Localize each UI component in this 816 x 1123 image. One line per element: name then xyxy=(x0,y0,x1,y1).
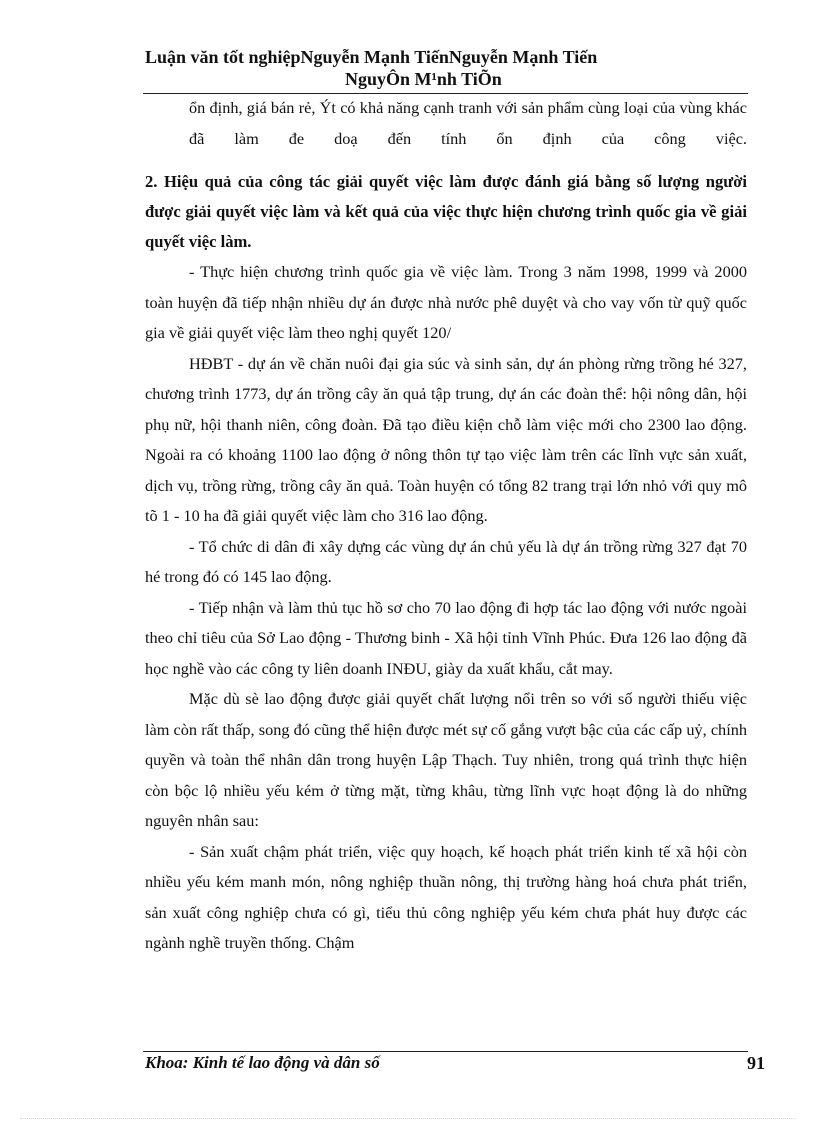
page-bottom-border xyxy=(20,1118,796,1119)
paragraph-program: - Thực hiện chương trình quốc gia về việc làm. Trong 3 năm 1998, 1999 và 2000 toàn huyện đã tiếp nhận nhiều dự án được nhà nước phê duyệt và cho vay vốn từ quỹ quốc gia về giải quyết việc làm theo nghị quyết 120/ xyxy=(145,262,747,342)
header-title-line1: Luận văn tốt nghiệpNguyễn Mạnh TiếnNguyễn Mạnh Tiến xyxy=(145,47,598,67)
paragraph-causes: - Sản xuất chậm phát triển, việc quy hoạch, kế hoạch phát triển kinh tế xã hội còn nhiều yếu kém manh món, nông nghiệp thuần nông, thị trường hàng hoá chưa phát triển, sản xuất công nghiệp chưa có gì, tiểu thủ công nghiệp yếu kém chưa phát huy được các ngành nghề truyền thống. Chậm xyxy=(145,841,747,952)
section-heading: 2. Hiệu quả của công tác giải quyết việc làm được đánh giá bằng số lượng người được giải quyết việc làm và kết quả của việc thực hiện chương trình quốc gia về giải quyết việc làm. xyxy=(145,172,747,251)
page-number: 91 xyxy=(747,1053,765,1073)
paragraph-assessment: Mặc dù sè lao động được giải quyết chất lượng nổi trên so với số người thiếu việc làm còn rất thấp, song đó cũng thể hiện được mét sự cố gắng vượt bậc của các cấp uỷ, chính quyền và toàn thể nhân dân trong huyện Lập Thạch. Tuy nhiên, trong quá trình thực hiện còn bộc lộ nhiều yếu kém ở từng mặt, từng khâu, từng lĩnh vực hoạt động là do những nguyên nhân sau: xyxy=(145,689,747,830)
header-title-line2: NguyÔn M¹nh TiÕn xyxy=(345,69,502,89)
paragraph-projects: HĐBT - dự án về chăn nuôi đại gia súc và sinh sản, dự án phòng rừng trồng hé 327, chương trình 1773, dự án trồng cây ăn quả tập trung, dự án các đoàn thể: hội nông dân, hội phụ nữ, hội thanh niên, công đoàn. Đã tạo điều kiện chỗ làm việc mới cho 2300 lao động. Ngoài ra có khoảng 1100 lao động ở nông thôn tự tạo việc làm trên các lĩnh vực sản xuất, dịch vụ, trồng rừng, trồng cây ăn quả. Toàn huyện có tổng 82 trang trại lớn nhỏ với quy mô tõ 1 - 10 ha đã giải quyết việc làm cho 316 lao động. xyxy=(145,353,747,525)
paragraph-labor-export: - Tiếp nhận và làm thủ tục hồ sơ cho 70 lao động đi hợp tác lao động với nước ngoài theo chỉ tiêu của Sở Lao động - Thương binh - Xã hội tỉnh Vĩnh Phúc. Đưa 126 lao động đã học nghề vào các công ty liên doanh INĐU, giày da xuất khẩu, cắt may. xyxy=(145,597,747,678)
paragraph-migration: - Tổ chức di dân đi xây dựng các vùng dự án chủ yếu là dự án trồng rừng 327 đạt 70 hé trong đó có 145 lao động. xyxy=(145,536,747,586)
document-body xyxy=(145,93,747,959)
page-footer xyxy=(145,1053,765,1073)
footer-faculty: Khoa: Kinh tế lao động và dân số xyxy=(145,1053,380,1072)
footer-divider xyxy=(143,1051,748,1052)
page-header xyxy=(145,46,745,90)
paragraph-continuation: ổn định, giá bán rẻ, Ýt có khả năng cạnh tranh với sản phẩm cùng loại của vùng khác đã làm đe doạ đến tính ổn định của công việc. xyxy=(189,98,747,148)
